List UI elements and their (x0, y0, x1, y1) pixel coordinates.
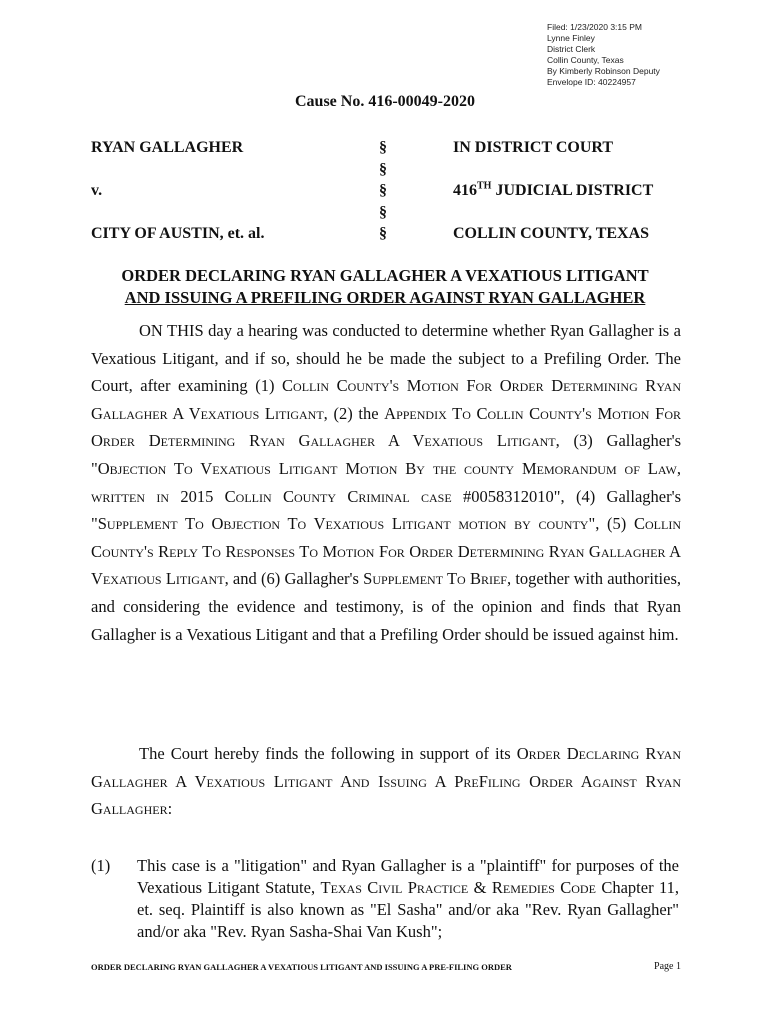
court-name: IN DISTRICT COURT (453, 139, 614, 156)
brief-title: Supplement To Brief (363, 569, 507, 589)
filed-date: Filed: 1/23/2020 3:15 PM (547, 22, 642, 32)
clerk-county: Collin County, Texas (547, 55, 624, 65)
filing-stamp (547, 22, 660, 88)
item-number: (1) (91, 856, 111, 875)
supplement-title: Supplement To Objection To Vexatious Litigant motion by county (97, 514, 589, 534)
section-symbol: § (379, 182, 387, 199)
appendix-title: Appendix To Collin County's Motion For Order Determining Ryan Gallagher A Vexatious Litigant (91, 403, 681, 451)
objection-title: Objection To Vexatious Litigant Motion By the county Memorandum of Law, written in 2015 Collin County Criminal case (91, 458, 681, 506)
caption-row (91, 161, 691, 183)
caption-row (91, 225, 691, 247)
caption-row (91, 182, 691, 204)
versus-label: v. (91, 182, 103, 199)
section-symbol: § (379, 160, 387, 178)
defendant-name: CITY OF AUSTIN, et. al. (91, 225, 265, 242)
statute-reference: Texas Civil Practice & Remedies Code (320, 878, 596, 897)
item-text: This case is a "litigation" and Ryan Gallagher is a "plaintiff" for purposes of the Vexatious Litigant Statute, Texas Civil Practice & Remedies Code Chapter 11, et. seq. Plaintiff is also known as "El Sasha" and/or aka "Rev. Ryan Gallagher" and/or aka "Rev. Ryan Sasha-Shai Van Kush"; (137, 856, 679, 941)
title-line-2: AND ISSUING A PREFILING ORDER AGAINST RYAN GALLAGHER (124, 288, 646, 307)
case-caption (91, 139, 691, 247)
envelope-id: Envelope ID: 40224957 (547, 77, 636, 87)
section-symbol: § (379, 203, 387, 221)
deputy-name: By Kimberly Robinson Deputy (547, 66, 660, 76)
order-reference: Order Declaring Ryan Gallagher A Vexatious Litigant And Issuing A PreFiling Order Against Ryan Gallagher (91, 744, 682, 819)
footer-title: ORDER DECLARING RYAN GALLAGHER A VEXATIOUS LITIGANT AND ISSUING A PRE-FILING ORDER (91, 962, 512, 972)
section-symbol: § (379, 225, 387, 242)
section-symbol: § (379, 139, 387, 156)
motion-title: Collin County's Motion For Order Determining Ryan Gallagher A Vexatious Litigant (91, 376, 681, 423)
caption-row (91, 139, 691, 161)
page-number: Page 1 (654, 961, 681, 972)
clerk-name: Lynne Finley (547, 33, 595, 43)
reply-title: Collin County's Reply To Responses To Motion For Order Determining Ryan Gallagher A Vexatious Litigant (91, 514, 681, 589)
judicial-district: 416TH JUDICIAL DISTRICT (453, 180, 654, 199)
clerk-title: District Clerk (547, 44, 596, 54)
county-venue: COLLIN COUNTY, TEXAS (453, 225, 650, 242)
body-paragraph-1: ON THIS day a hearing was conducted to determine whether Ryan Gallagher is a Vexatious Litigant, and if so, should he be made the subject to a Prefiling Order. The Court, after examining (1) Collin County's Motion For Order Determining Ryan Gallagher A Vexatious Litigant, (2) the Appendix To Collin County's Motion For Order Determining Ryan Gallagher A Vexatious Litigant, (3) Gallagher's "Objection To Vexatious Litigant Motion By the county Memorandum of Law, written in 2015 Collin County Criminal case #0058312010", (4) Gallagher's "Supplement To Objection To Vexatious Litigant motion by county", (5) Collin County's Reply To Responses To Motion For Order Determining Ryan Gallagher A Vexatious Litigant, and (6) Gallagher's Supplement To Brief, together with authorities, and considering the evidence and testimony, is of the opinion and finds that Ryan Gallagher is a Vexatious Litigant and that a Prefiling Order should be issued against him. (91, 321, 682, 644)
plaintiff-name: RYAN GALLAGHER (91, 139, 244, 156)
cause-number: Cause No. 416-00049-2020 (295, 93, 475, 110)
body-paragraph-2: The Court hereby finds the following in support of its Order Declaring Ryan Gallagher A Vexatious Litigant And Issuing A PreFiling Order Against Ryan Gallagher: (91, 744, 682, 819)
order-title (0, 265, 770, 309)
title-line-1: ORDER DECLARING RYAN GALLAGHER A VEXATIOUS LITIGANT (121, 266, 649, 285)
caption-row (91, 204, 691, 226)
